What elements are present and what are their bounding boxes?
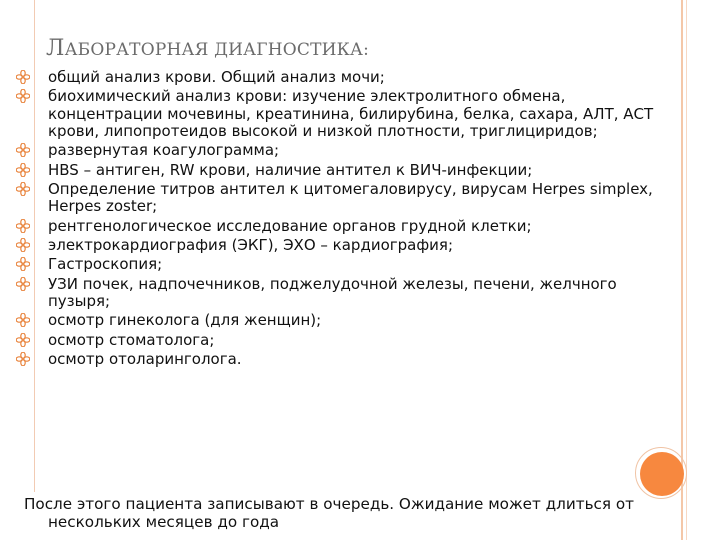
footer-line-2: нескольких месяцев до года xyxy=(48,513,280,531)
bullet-list xyxy=(0,69,690,371)
bullet-item xyxy=(0,237,690,254)
flower-bullet-icon xyxy=(16,163,30,177)
flower-bullet-icon xyxy=(16,352,30,366)
bullet-item xyxy=(0,218,690,235)
bullet-item xyxy=(0,332,690,349)
bullet-text: осмотр гинеколога (для женщин); xyxy=(48,311,322,330)
bullet-text: развернутая коагулограмма; xyxy=(48,141,280,160)
slide-title xyxy=(46,36,369,61)
bullet-text: HBS – антиген, RW крови, наличие антител к ВИЧ-инфекции; xyxy=(48,160,533,179)
orange-circle xyxy=(640,452,684,496)
bullet-item xyxy=(0,181,690,215)
bullet-item xyxy=(0,69,690,86)
bullet-item xyxy=(0,142,690,159)
flower-bullet-icon xyxy=(16,219,30,233)
bullet-text: УЗИ почек, надпочечников, поджелудочной железы, печени, желчного пузыря; xyxy=(48,274,617,310)
bullet-text: Определение титров антител к цитомегаловирусу, вирусам Herpes simplex, Herpes zoster; xyxy=(48,179,653,216)
bullet-text: электрокардиография (ЭКГ), ЭХО – кардиография; xyxy=(48,235,453,254)
flower-bullet-icon xyxy=(16,143,30,157)
title-rest: АБОРАТОРНАЯ ДИАГНОСТИКА: xyxy=(64,40,369,60)
bullet-item xyxy=(0,312,690,329)
flower-bullet-icon xyxy=(16,333,30,347)
footer-line-1: После этого пациента записывают в очередь. Ожидание может длиться от xyxy=(24,495,634,513)
flower-bullet-icon xyxy=(16,182,30,196)
title-first-letter: Л xyxy=(46,36,65,61)
bullet-text: осмотр отоларинголога. xyxy=(48,350,242,369)
bullet-item xyxy=(0,351,690,368)
flower-bullet-icon xyxy=(16,238,30,252)
bullet-item xyxy=(0,256,690,273)
flower-bullet-icon xyxy=(16,277,30,291)
footer-text xyxy=(24,495,696,531)
bullet-item xyxy=(0,276,690,310)
bullet-item xyxy=(0,162,690,179)
flower-bullet-icon xyxy=(16,70,30,84)
bullet-item xyxy=(0,88,690,140)
flower-bullet-icon xyxy=(16,313,30,327)
flower-bullet-icon xyxy=(16,257,30,271)
bullet-text: Гастроскопия; xyxy=(48,255,163,274)
bullet-text: общий анализ крови. Общий анализ мочи; xyxy=(48,68,385,86)
bullet-text: рентгенологическое исследование органов грудной клетки; xyxy=(48,216,532,235)
bullet-text: осмотр стоматолога; xyxy=(48,330,215,349)
flower-bullet-icon xyxy=(16,89,30,103)
bullet-text: биохимический анализ крови: изучение электролитного обмена, концентрации мочевины, креатинина, билирубина, белка, сахара, АЛТ, АСТ крови, липопротеидов высокой и низкой плотности, триглициридов; xyxy=(48,87,654,140)
